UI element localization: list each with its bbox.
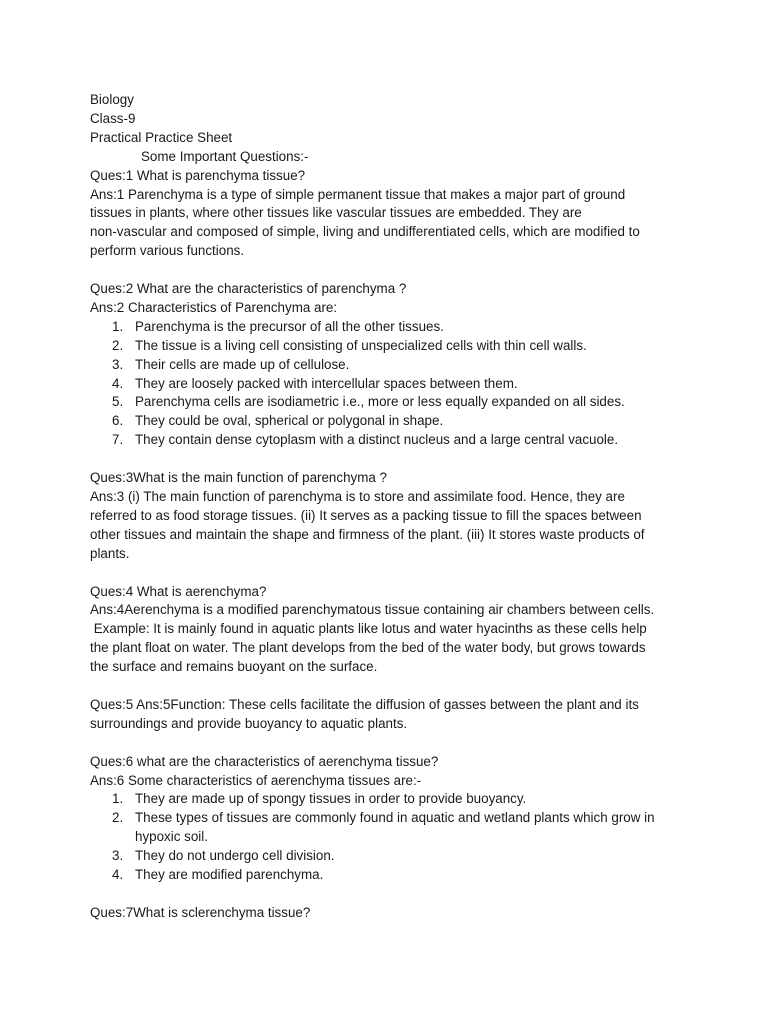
- answer-5-line: Ques:5 Ans:5Function: These cells facilitate the diffusion of gasses between the plant and its: [90, 696, 639, 712]
- list-text: Their cells are made up of cellulose.: [135, 356, 350, 372]
- question-7: Ques:7What is sclerenchyma tissue?: [90, 904, 311, 920]
- list-item: [90, 393, 708, 412]
- list-number: 4.: [112, 375, 124, 391]
- list-text: Parenchyma is the precursor of all the other tissues.: [135, 318, 444, 334]
- list-item: [90, 790, 708, 809]
- answer-3-line: referred to as food storage tissues. (ii) It serves as a packing tissue to fill the spaces between: [90, 507, 642, 523]
- spacer: [90, 734, 708, 753]
- answer-4-line: Example: It is mainly found in aquatic plants like lotus and water hyacinths as these cells help: [90, 621, 647, 637]
- list-text-continued: hypoxic soil.: [135, 829, 208, 845]
- section-title: Some Important Questions:-: [141, 148, 309, 164]
- question-2: Ques:2 What are the characteristics of parenchyma ?: [90, 281, 407, 297]
- question-6: Ques:6 what are the characteristics of aerenchyma tissue?: [90, 753, 439, 769]
- answer-1-line: Ans:1 Parenchyma is a type of simple permanent tissue that makes a major part of ground: [90, 186, 626, 202]
- class-label: Class-9: [90, 110, 136, 126]
- spacer: [90, 450, 708, 469]
- list-item: [90, 318, 708, 337]
- question-4: Ques:4 What is aerenchyma?: [90, 583, 267, 599]
- list-text: They are modified parenchyma.: [135, 867, 324, 883]
- list-item: [90, 431, 708, 450]
- answer-2-intro: Ans:2 Characteristics of Parenchyma are:: [90, 299, 338, 315]
- list-text: They contain dense cytoplasm with a distinct nucleus and a large central vacuole.: [135, 432, 619, 448]
- list-text: The tissue is a living cell consisting of unspecialized cells with thin cell walls.: [135, 337, 587, 353]
- list-item: [90, 866, 708, 885]
- list-text: They are made up of spongy tissues in order to provide buoyancy.: [135, 791, 527, 807]
- list-item: [90, 337, 708, 356]
- answer-4-line: the surface and remains buoyant on the surface.: [90, 659, 378, 675]
- list-text: These types of tissues are commonly found in aquatic and wetland plants which grow in: [135, 810, 655, 826]
- list-item: [90, 356, 708, 375]
- answer-3-line: Ans:3 (i) The main function of parenchyma is to store and assimilate food. Hence, they are: [90, 489, 625, 504]
- list-number: 6.: [112, 413, 124, 429]
- list-number: 3.: [112, 356, 124, 372]
- answer-5-line: surroundings and provide buoyancy to aquatic plants.: [90, 715, 408, 731]
- list-text: They could be oval, spherical or polygonal in shape.: [135, 413, 444, 429]
- spacer: [90, 677, 708, 696]
- answer-6-list: [90, 790, 708, 885]
- spacer: [90, 564, 708, 583]
- list-number: 1.: [112, 318, 124, 334]
- question-3: Ques:3What is the main function of parenchyma ?: [90, 470, 387, 486]
- list-number: 1.: [112, 791, 124, 807]
- spacer: [90, 261, 708, 280]
- list-item: [90, 412, 708, 431]
- list-number: 2.: [112, 810, 124, 826]
- answer-3-line: plants.: [90, 545, 130, 561]
- list-text: Parenchyma cells are isodiametric i.e., more or less equally expanded on all sides.: [135, 394, 625, 410]
- list-text: They do not undergo cell division.: [135, 848, 335, 864]
- subject-label: Biology: [90, 92, 134, 107]
- list-number: 5.: [112, 394, 124, 410]
- answer-1-line: tissues in plants, where other tissues like vascular tissues are embedded. They are: [90, 205, 582, 221]
- answer-4-line: the plant float on water. The plant develops from the bed of the water body, but grows towards: [90, 640, 646, 656]
- answer-2-list: [90, 318, 708, 450]
- answer-6-intro: Ans:6 Some characteristics of aerenchyma tissues are:-: [90, 772, 422, 788]
- question-1: Ques:1 What is parenchyma tissue?: [90, 167, 306, 183]
- answer-4-line: Ans:4Aerenchyma is a modified parenchymatous tissue containing air chambers between cells.: [90, 602, 655, 618]
- list-item: [90, 375, 708, 394]
- list-item: [90, 847, 708, 866]
- answer-1-line: perform various functions.: [90, 243, 245, 259]
- list-text: They are loosely packed with intercellular spaces between them.: [135, 375, 518, 391]
- list-number: 2.: [112, 337, 124, 353]
- answer-3-line: other tissues and maintain the shape and firmness of the plant. (iii) It stores waste products of: [90, 526, 645, 542]
- list-number: 4.: [112, 867, 124, 883]
- list-number: 7.: [112, 432, 124, 448]
- list-item: [90, 809, 708, 847]
- list-number: 3.: [112, 848, 124, 864]
- answer-1-line: non-vascular and composed of simple, living and undifferentiated cells, which are modified to: [90, 224, 640, 240]
- spacer: [90, 885, 708, 904]
- sheet-title: Practical Practice Sheet: [90, 129, 233, 145]
